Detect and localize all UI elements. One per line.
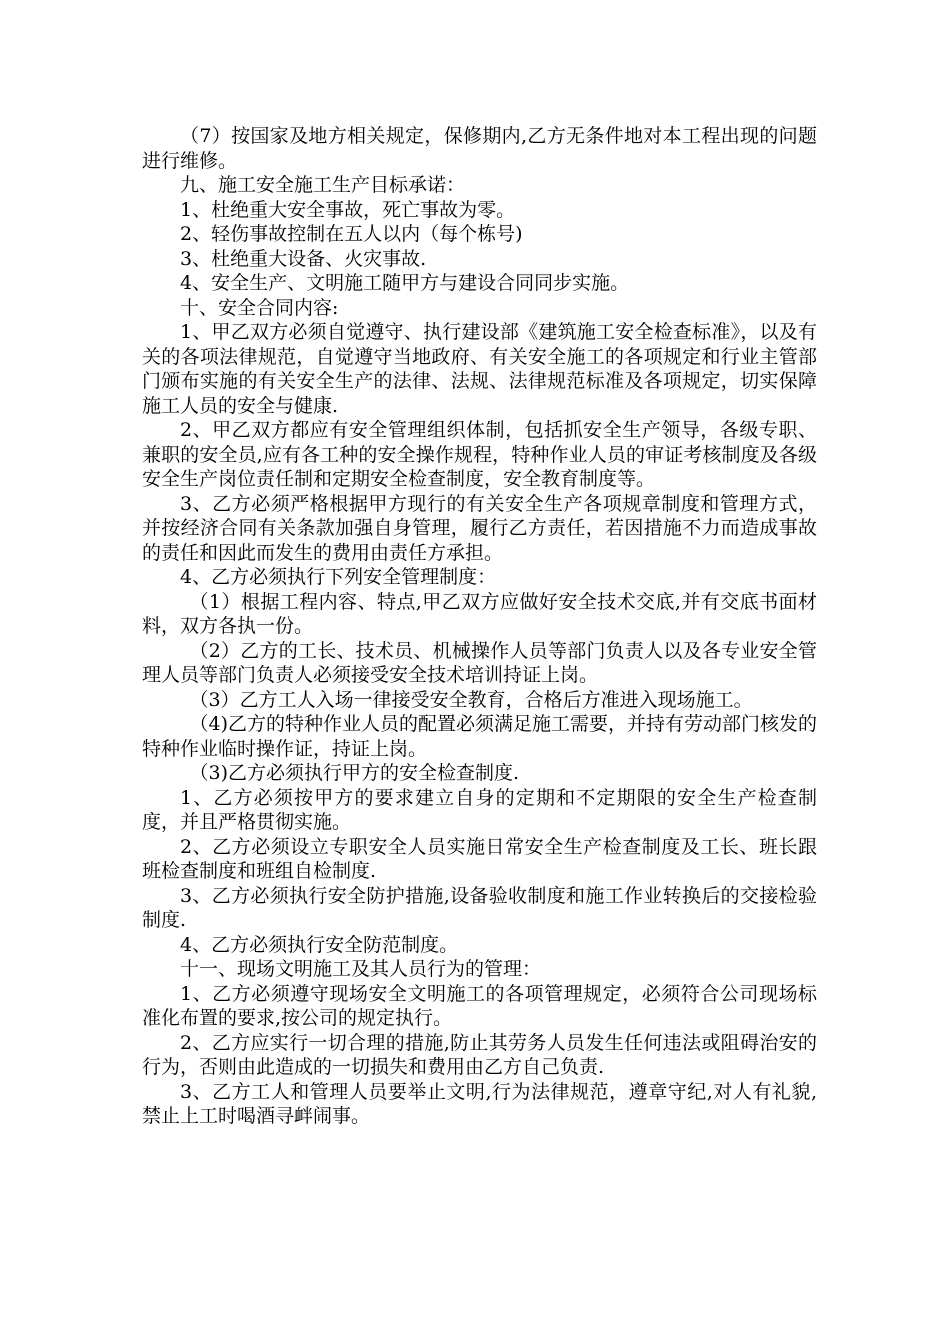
paragraph-rule-4: （4)乙方的特种作业人员的配置必须满足施工需要，并持有劳动部门核发的特种作业临时操作证，持证上岗。: [142, 713, 818, 760]
document-body: [142, 124, 817, 1129]
paragraph-target-3: 3、杜绝重大设备、火灾事故.: [180, 247, 427, 270]
paragraph-inspection-heading: （3)乙方必须执行甲方的安全检查制度.: [189, 762, 520, 784]
paragraph-target-2: 2、轻伤事故控制在五人以内（每个栋号): [180, 223, 523, 245]
paragraph-conduct-1: 1、乙方必须遵守现场安全文明施工的各项管理规定，必须符合公司现场标准化布置的要求,按公司的规定执行。: [142, 982, 817, 1029]
paragraph-rule-1: （1）根据工程内容、特点,甲乙双方应做好安全技术交底,并有交底书面材料，双方各执一份。: [142, 590, 817, 637]
paragraph-target-1: 1、杜绝重大安全事故，死亡事故为零。: [180, 198, 516, 221]
paragraph-contract-4: 4、乙方必须执行下列安全管理制度：: [180, 566, 497, 588]
paragraph-rule-3: （3）乙方工人入场一律接受安全教育，合格后方准进入现场施工。: [189, 688, 753, 711]
paragraph-inspection-1: 1、乙方必须按甲方的要求建立自身的定期和不定期限的安全生产检查制度，并且严格贯彻实施。: [142, 786, 817, 833]
paragraph-conduct-2: 2、乙方应实行一切合理的措施,防止其劳务人员发生任何违法或阻碍治安的行为，否则由此造成的一切损失和费用由乙方自己负责.: [142, 1031, 817, 1078]
paragraph-target-4: 4、安全生产、文明施工随甲方与建设合同同步实施。: [180, 272, 630, 294]
section-heading-safety-contract: 十、安全合同内容:: [180, 296, 339, 319]
paragraph-inspection-2: 2、乙方必须设立专职安全人员实施日常安全生产检查制度及工长、班长跟班检查制度和班组自检制度.: [142, 835, 817, 882]
paragraph-contract-3: 3、乙方必须严格根据甲方现行的有关安全生产各项规章制度和管理方式，并按经济合同有关条款加强自身管理，履行乙方责任，若因措施不力而造成事故的责任和因此而发生的费用由责任方承担。: [142, 492, 817, 564]
paragraph-conduct-3: 3、乙方工人和管理人员要举止文明,行为法律规范，遵章守纪,对人有礼貌,禁止上工时喝酒寻衅闹事。: [142, 1080, 817, 1127]
section-heading-safety-targets: 九、施工安全施工生产目标承诺：: [180, 174, 466, 196]
paragraph-inspection-3: 3、乙方必须执行安全防护措施,设备验收制度和施工作业转换后的交接检验制度.: [142, 884, 817, 931]
paragraph-rule-2: （2）乙方的工长、技术员、机械操作人员等部门负责人以及各专业安全管理人员等部门负责人必须接受安全技术培训持证上岗。: [142, 639, 817, 686]
paragraph-contract-1: 1、甲乙双方必须自觉遵守、执行建设部《建筑施工安全检查标准》，以及有关的各项法律规范，自觉遵守当地政府、有关安全施工的各项规定和行业主管部门颁布实施的有关安全生产的法律、法规、法律规范标准及各项规定，切实保障施工人员的安全与健康.: [142, 321, 817, 417]
paragraph-warranty-repair: （7）按国家及地方相关规定，保修期内,乙方无条件地对本工程出现的问题进行维修。: [142, 125, 817, 172]
paragraph-inspection-4: 4、乙方必须执行安全防范制度。: [180, 933, 459, 956]
section-heading-civilized-construction: 十一、现场文明施工及其人员行为的管理：: [180, 958, 542, 980]
paragraph-contract-2: 2、甲乙双方都应有安全管理组织体制，包括抓安全生产领导，各级专职、兼职的安全员,应有各工种的安全操作规程，特种作业人员的审证考核制度及各级安全生产岗位责任制和定期安全检查制度，安全教育制度等。: [142, 419, 817, 490]
